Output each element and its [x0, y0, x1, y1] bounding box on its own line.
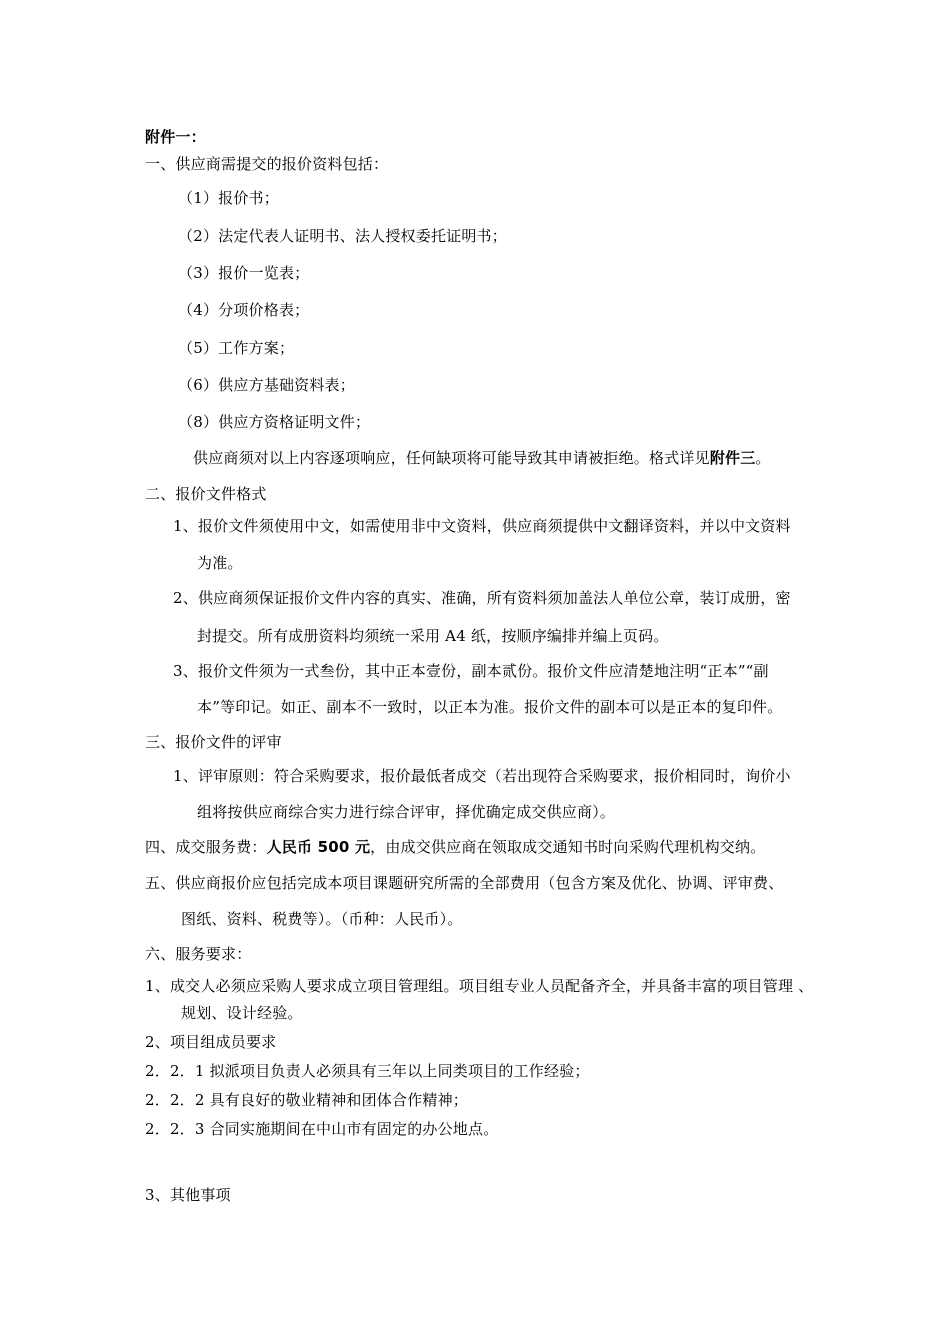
attachment-reference: 附件三: [709, 449, 756, 467]
attachment-title: 附件一：: [145, 128, 206, 146]
paragraph-line: 3、其他事项: [145, 1186, 231, 1204]
paragraph-line: 规划、设计经验。: [181, 1004, 303, 1022]
paragraph-line: 2．2．1 拟派项目负责人必须具有三年以上同类项目的工作经验；: [145, 1062, 590, 1080]
paragraph-line: 2．2．3 合同实施期间在中山市有固定的办公地点。: [145, 1120, 499, 1138]
fee-text: ，由成交供应商在领取成交通知书时向采购代理机构交纳。: [370, 838, 766, 856]
section-1-note: [193, 448, 771, 468]
section-3-heading: 三、报价文件的评审: [145, 733, 282, 751]
paragraph-line: 2．2．2 具有良好的敬业精神和团体合作精神；: [145, 1091, 469, 1109]
paragraph-line: 3、报价文件须为一式叁份，其中正本壹份，副本贰份。报价文件应清楚地注明“正本”“副: [173, 662, 769, 680]
list-item: （4）分项价格表；: [178, 301, 310, 319]
note-end: 。: [755, 449, 771, 467]
list-item: （8）供应方资格证明文件；: [178, 413, 371, 431]
fee-label: 四、成交服务费：: [145, 838, 267, 856]
list-item: （2）法定代表人证明书、法人授权委托证明书；: [178, 227, 507, 245]
paragraph-line: 1、成交人必须应采购人要求成立项目管理组。项目组专业人员配备齐全，并具备丰富的项目管理 、: [145, 977, 814, 995]
list-item: （1）报价书；: [178, 189, 279, 207]
note-text: 供应商须对以上内容逐项响应，任何缺项将可能导致其申请被拒绝。格式详见: [193, 449, 710, 467]
section-4-service-fee: [145, 837, 765, 857]
section-6-heading: 六、服务要求：: [145, 945, 252, 963]
list-item: （6）供应方基础资料表；: [178, 376, 355, 394]
list-item: （3）报价一览表；: [178, 264, 310, 282]
paragraph-line: 2、项目组成员要求: [145, 1033, 277, 1051]
paragraph-line: 1、报价文件须使用中文，如需使用非中文资料，供应商须提供中文翻译资料，并以中文资料: [173, 517, 791, 535]
section-1-heading: 一、供应商需提交的报价资料包括：: [145, 155, 389, 173]
list-item: （5）工作方案；: [178, 339, 295, 357]
section-5-line: 五、供应商报价应包括完成本项目课题研究所需的全部费用（包含方案及优化、协调、评审费、: [145, 874, 784, 892]
paragraph-line: 2、供应商须保证报价文件内容的真实、准确，所有资料须加盖法人单位公章，装订成册，密: [173, 589, 791, 607]
paragraph-line: 封提交。所有成册资料均须统一采用 A4 纸，按顺序编排并编上页码。: [197, 627, 669, 645]
paragraph-line: 1、评审原则：符合采购要求，报价最低者成交（若出现符合采购要求，报价相同时，询价小: [173, 767, 791, 785]
paragraph-line: 组将按供应商综合实力进行综合评审，择优确定成交供应商）。: [197, 803, 616, 821]
paragraph-line: 为准。: [197, 554, 243, 572]
section-5-line: 图纸、资料、税费等）。（币种：人民币）。: [181, 910, 463, 928]
section-2-heading: 二、报价文件格式: [145, 485, 267, 503]
paragraph-line: 本”等印记。如正、副本不一致时，以正本为准。报价文件的副本可以是正本的复印件。: [197, 698, 783, 716]
fee-amount: 人民币 500 元: [266, 838, 371, 856]
